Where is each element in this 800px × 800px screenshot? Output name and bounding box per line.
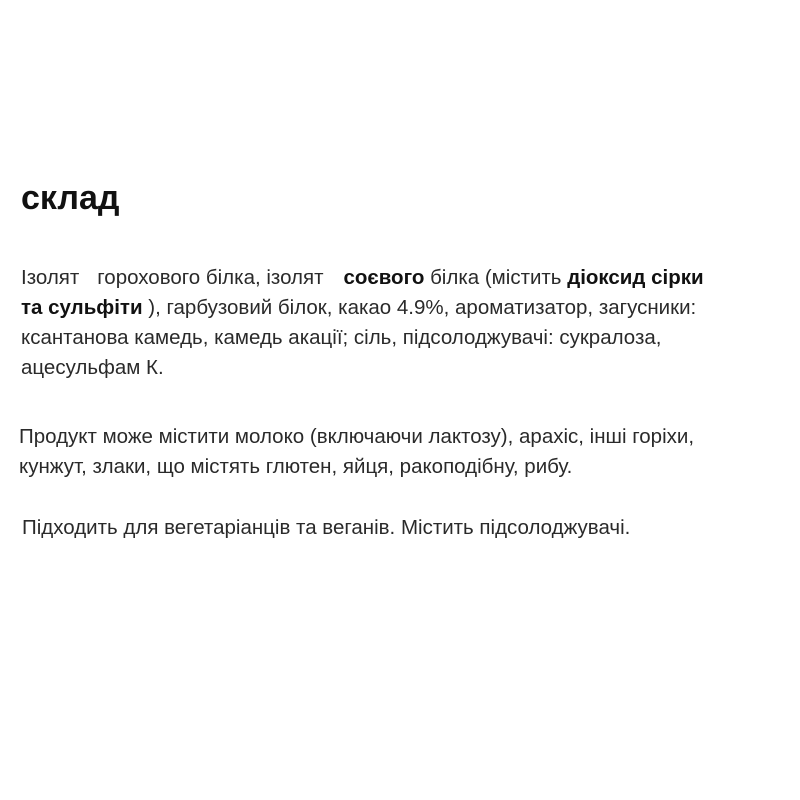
composition-text: горохового білка, ізолят xyxy=(97,266,324,289)
composition-text: ), гарбузовий білок, какао 4.9%, ароматизатор, загусники: xyxy=(142,296,697,319)
allergen-highlight: соєвого xyxy=(343,266,425,289)
allergen-highlight: та сульфіти xyxy=(21,296,143,319)
allergen-warning-line-2: кунжут, злаки, що містять глютен, яйця, ракоподібну, рибу. xyxy=(19,455,573,478)
composition-line-3: ксантанова камедь, камедь акації; сіль, підсолоджувачі: сукралоза, xyxy=(21,326,662,349)
composition-line-1 xyxy=(21,263,796,293)
allergen-warning-paragraph xyxy=(19,422,799,482)
composition-text: білка (містить xyxy=(424,266,568,289)
suitability-note: Підходить для вегетаріанців та веганів. Містить підсолоджувачі. xyxy=(22,516,631,539)
composition-line-2 xyxy=(21,293,796,323)
allergen-warning-line-1: Продукт може містити молоко (включаючи лактозу), арахіс, інші горіхи, xyxy=(19,425,695,448)
composition-paragraph xyxy=(21,263,796,383)
section-heading: склад xyxy=(21,179,120,217)
allergen-highlight: діоксид сірки xyxy=(567,266,704,289)
composition-line-4: ацесульфам К. xyxy=(21,356,164,379)
composition-text: Ізолят xyxy=(21,266,80,289)
